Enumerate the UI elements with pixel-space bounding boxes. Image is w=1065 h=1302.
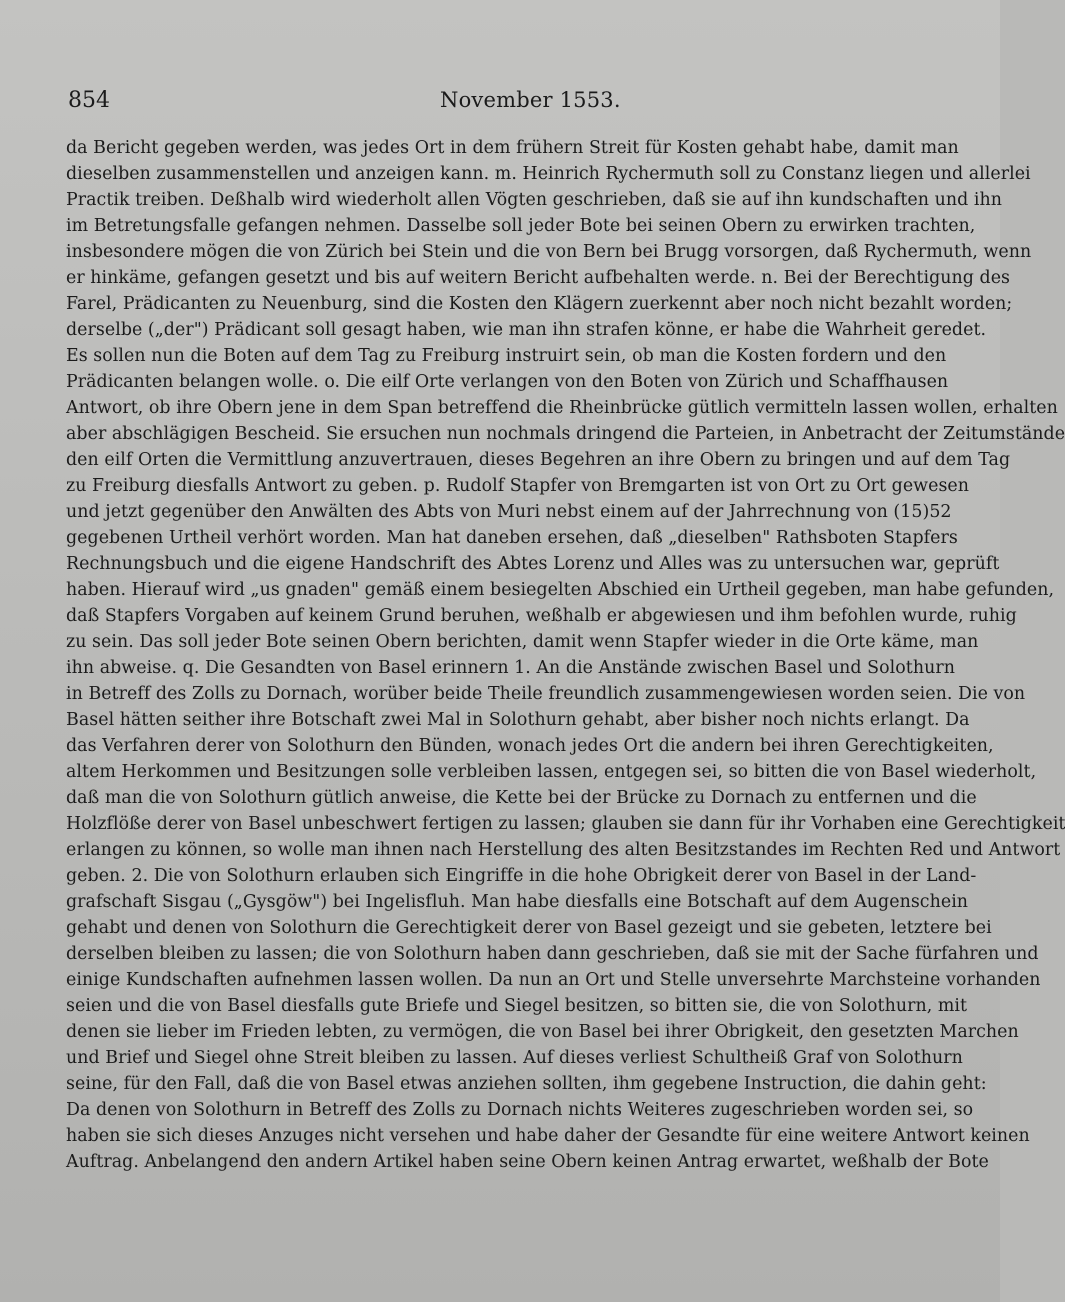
text-line: den eilf Orten die Vermittlung anzuvertrauen, dieses Begehren an ihre Obern zu bringen und auf dem Tag [66,450,1011,470]
text-line: haben. Hierauf wird „us gnaden" gemäß einem besiegelten Abschied ein Urtheil gegeben, man habe gefunden, [66,580,1055,600]
text-line: insbesondere mögen die von Zürich bei Stein und die von Bern bei Brugg vorsorgen, daß Rychermuth, wenn [66,242,1032,262]
text-line: in Betreff des Zolls zu Dornach, worüber beide Theile freundlich zusammengewiesen worden seien. Die von [66,684,1026,704]
page-number: 854 [68,88,110,113]
text-line: und jetzt gegenüber den Anwälten des Abts von Muri nebst einem auf der Jahrrechnung von (15)52 [66,502,952,522]
text-line: und Brief und Siegel ohne Streit bleiben zu lassen. Auf dieses verliest Schultheiß Graf von Solothurn [66,1048,963,1068]
text-line: geben. 2. Die von Solothurn erlauben sich Eingriffe in die hohe Obrigkeit derer von Basel in der Land- [66,866,977,886]
text-line: erlangen zu können, so wolle man ihnen nach Herstellung des alten Besitzstandes im Rechten Red und Antwort [66,840,1061,860]
text-line: Practik treiben. Deßhalb wird wiederholt allen Vögten geschrieben, daß sie auf ihn kundschaften und ihn [66,190,1002,210]
text-line: Da denen von Solothurn in Betreff des Zolls zu Dornach nichts Weiteres zugeschrieben worden sei, so [66,1100,974,1120]
text-line: gehabt und denen von Solothurn die Gerechtigkeit derer von Basel gezeigt und sie gebeten, letztere bei [66,918,992,938]
body-text [66,135,1065,1210]
text-line: Basel hätten seither ihre Botschaft zwei Mal in Solothurn gehabt, aber bisher noch nichts erlangt. Da [66,710,970,730]
text-line: das Verfahren derer von Solothurn den Bünden, wonach jedes Ort die andern bei ihren Gerechtigkeiten, [66,736,994,756]
text-line: Holzflöße derer von Basel unbeschwert fertigen zu lassen; glauben sie dann für ihr Vorhaben eine Gerechtigkeit [66,814,1065,834]
text-line: Prädicanten belangen wolle. o. Die eilf Orte verlangen von den Boten von Zürich und Schaffhausen [66,372,949,392]
text-line: ihn abweise. q. Die Gesandten von Basel erinnern 1. An die Anstände zwischen Basel und Solothurn [66,658,955,678]
text-line: derselben bleiben zu lassen; die von Solothurn haben dann geschrieben, daß sie mit der Sache fürfahren und [66,944,1039,964]
page-header [68,88,930,122]
text-line: im Betretungsfalle gefangen nehmen. Dasselbe soll jeder Bote bei seinen Obern zu erwirken trachten, [66,216,976,236]
text-line: aber abschlägigen Bescheid. Sie ersuchen nun nochmals dringend die Parteien, in Anbetracht der Zeitumstände [66,424,1065,444]
text-line: altem Herkommen und Besitzungen solle verbleiben lassen, entgegen sei, so bitten die von Basel wiederholt, [66,762,1037,782]
text-line: da Bericht gegeben werden, was jedes Ort in dem frühern Streit für Kosten gehabt habe, damit man [66,138,959,158]
text-line: daß Stapfers Vorgaben auf keinem Grund beruhen, weßhalb er abgewiesen und ihm befohlen wurde, ruhig [66,606,1017,626]
text-line: derselbe („der") Prädicant soll gesagt haben, wie man ihn strafen könne, er habe die Wahrheit geredet. [66,320,987,340]
text-line: dieselben zusammenstellen und anzeigen kann. m. Heinrich Rychermuth soll zu Constanz liegen und allerlei [66,164,1031,184]
running-title: November 1553. [440,88,621,112]
text-line: seien und die von Basel diesfalls gute Briefe und Siegel besitzen, so bitten sie, die von Solothurn, mit [66,996,968,1016]
text-line: er hinkäme, gefangen gesetzt und bis auf weitern Bericht aufbehalten werde. n. Bei der Berechtigung des [66,268,1011,288]
text-line: Auftrag. Anbelangend den andern Artikel haben seine Obern keinen Antrag erwartet, weßhalb der Bote [66,1152,989,1172]
text-line: Farel, Prädicanten zu Neuenburg, sind die Kosten den Klägern zuerkennt aber noch nicht bezahlt worden; [66,294,1013,314]
text-line: Rechnungsbuch und die eigene Handschrift des Abtes Lorenz und Alles was zu untersuchen war, geprüft [66,554,1000,574]
text-line: grafschaft Sisgau („Gysgöw") bei Ingelisfluh. Man habe diesfalls eine Botschaft auf dem Augenschein [66,892,969,912]
text-line: Antwort, ob ihre Obern jene in dem Span betreffend die Rheinbrücke gütlich vermitteln lassen wollen, erhalten [66,398,1058,418]
text-line: haben sie sich dieses Anzuges nicht versehen und habe daher der Gesandte für eine weitere Antwort keinen [66,1126,1030,1146]
text-line: zu Freiburg diesfalls Antwort zu geben. p. Rudolf Stapfer von Bremgarten ist von Ort zu Ort gewesen [66,476,970,496]
text-line: Es sollen nun die Boten auf dem Tag zu Freiburg instruirt sein, ob man die Kosten fordern und den [66,346,947,366]
text-line: daß man die von Solothurn gütlich anweise, die Kette bei der Brücke zu Dornach zu entfernen und die [66,788,977,808]
text-line: zu sein. Das soll jeder Bote seinen Obern berichten, damit wenn Stapfer wieder in die Orte käme, man [66,632,979,652]
text-line: seine, für den Fall, daß die von Basel etwas anziehen sollten, ihm gegebene Instruction, die dahin geht: [66,1074,987,1094]
text-line: gegebenen Urtheil verhört worden. Man hat daneben ersehen, daß „dieselben" Rathsboten Stapfers [66,528,958,548]
text-line: denen sie lieber im Frieden lebten, zu vermögen, die von Basel bei ihrer Obrigkeit, den gesetzten Marchen [66,1022,1019,1042]
text-line: einige Kundschaften aufnehmen lassen wollen. Da nun an Ort und Stelle unversehrte Marchsteine vorhanden [66,970,1041,990]
